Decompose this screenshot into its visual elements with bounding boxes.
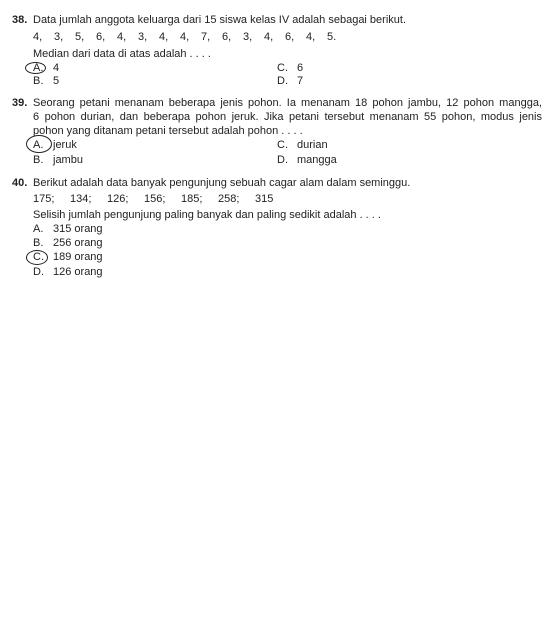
- option-label: A.: [33, 139, 44, 151]
- option-label: A.: [33, 223, 44, 235]
- option-b[interactable]: [33, 75, 59, 88]
- question-prompt: Selisih jumlah pengunjung paling banyak dan paling sedikit adalah . . . .: [33, 209, 381, 221]
- option-text: 126 orang: [53, 266, 103, 278]
- question-number: 39.: [12, 97, 28, 109]
- option-label: C.: [33, 251, 44, 263]
- data-value: 156;: [144, 193, 166, 205]
- answer-circle-mark: [26, 135, 52, 153]
- option-text: 256 orang: [53, 237, 103, 249]
- answer-circle-mark: [25, 62, 46, 74]
- option-text: jambu: [53, 154, 83, 166]
- data-value: 185;: [181, 193, 203, 205]
- option-text: 6: [297, 62, 304, 74]
- option-label: D.: [277, 154, 288, 166]
- option-d[interactable]: [277, 75, 303, 88]
- option-text: jeruk: [53, 139, 77, 151]
- data-value: 7,: [201, 31, 211, 43]
- question-stem: Data jumlah anggota keluarga dari 15 siswa kelas IV adalah sebagai berikut.: [33, 14, 407, 26]
- data-value: 6,: [222, 31, 232, 43]
- data-value: 6,: [285, 31, 295, 43]
- option-label: A.: [33, 62, 44, 74]
- question-number: 38.: [12, 14, 28, 26]
- option-label: D.: [277, 75, 288, 87]
- option-text: 315 orang: [53, 223, 103, 235]
- data-value: 3,: [138, 31, 148, 43]
- data-value: 4,: [180, 31, 190, 43]
- data-value: 134;: [70, 193, 92, 205]
- option-text: 189 orang: [53, 251, 103, 263]
- option-b[interactable]: [33, 237, 103, 250]
- option-text: 4: [53, 62, 60, 74]
- option-d[interactable]: [33, 266, 103, 279]
- question-stem-line: pohon yang ditanam petani tersebut adalah pohon . . . .: [33, 125, 303, 137]
- question-stem-line: 6 pohon durian, dan beberapa pohon jeruk. Jika petani tersebut menanam 55 pohon, modus jenis: [33, 111, 542, 123]
- data-value: 4,: [33, 31, 43, 43]
- data-value: 4,: [117, 31, 127, 43]
- option-label: D.: [33, 266, 44, 278]
- option-label: B.: [33, 237, 44, 249]
- option-label: B.: [33, 154, 44, 166]
- data-value: 5,: [75, 31, 85, 43]
- question-stem-line: Seorang petani menanam beberapa jenis pohon. Ia menanam 18 pohon jambu, 12 pohon mangga,: [33, 97, 542, 109]
- question-stem: Berikut adalah data banyak pengunjung sebuah cagar alam dalam seminggu.: [33, 177, 411, 189]
- option-c[interactable]: [277, 62, 303, 75]
- data-value: 5.: [327, 31, 337, 43]
- option-label: B.: [33, 75, 44, 87]
- question-number: 40.: [12, 177, 28, 189]
- option-c[interactable]: [277, 139, 328, 152]
- data-values: [33, 193, 273, 206]
- data-value: 175;: [33, 193, 55, 205]
- option-text: 7: [297, 75, 304, 87]
- data-value: 3,: [243, 31, 253, 43]
- option-text: durian: [297, 139, 328, 151]
- option-label: C.: [277, 62, 288, 74]
- data-value: 3,: [54, 31, 64, 43]
- option-d[interactable]: [277, 154, 337, 167]
- option-text: 5: [53, 75, 60, 87]
- data-value: 315: [255, 193, 274, 205]
- data-value: 6,: [96, 31, 106, 43]
- question-prompt: Median dari data di atas adalah . . . .: [33, 48, 211, 60]
- answer-circle-mark: [26, 250, 48, 265]
- option-label: C.: [277, 139, 288, 151]
- data-value: 126;: [107, 193, 129, 205]
- data-value: 4,: [159, 31, 169, 43]
- option-b[interactable]: [33, 154, 83, 167]
- option-text: mangga: [297, 154, 337, 166]
- option-a[interactable]: [33, 223, 103, 236]
- data-value: 4,: [264, 31, 274, 43]
- data-values: [33, 31, 336, 44]
- data-value: 4,: [306, 31, 316, 43]
- data-value: 258;: [218, 193, 240, 205]
